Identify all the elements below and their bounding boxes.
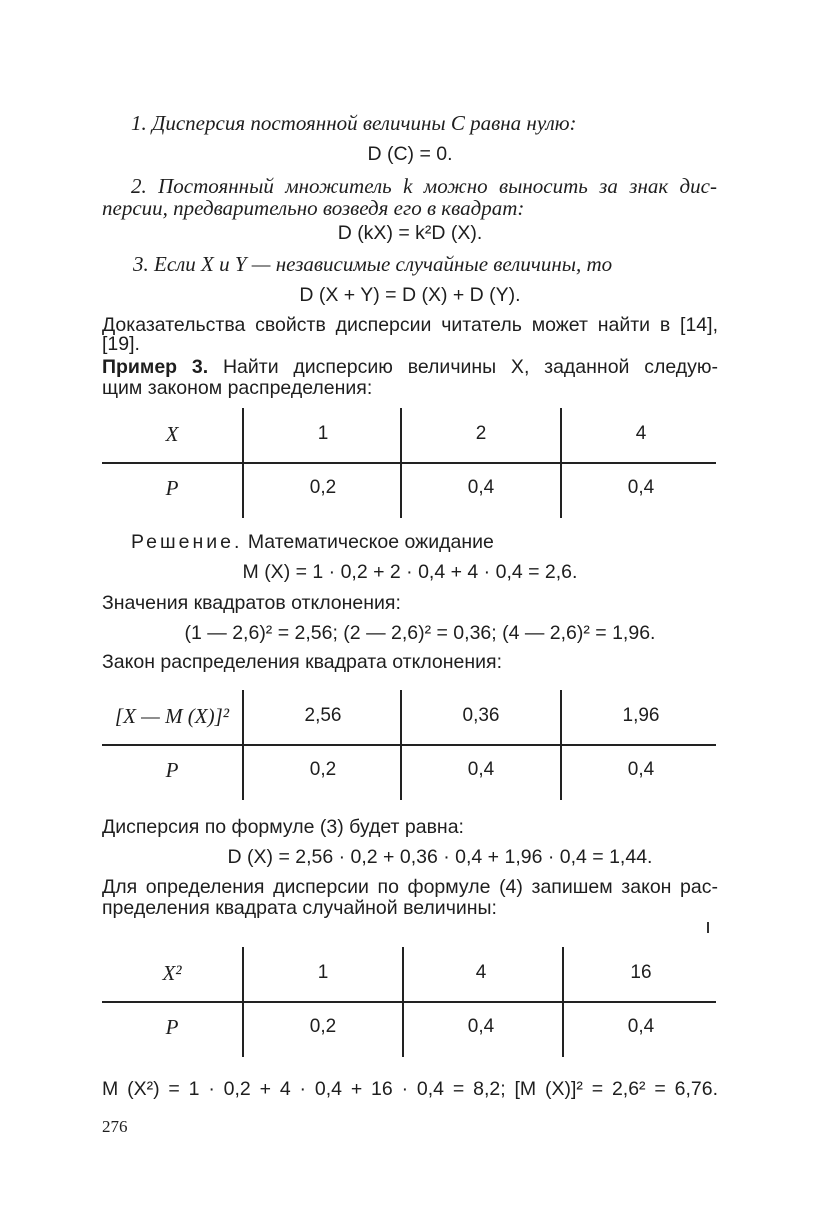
solution-text: Математическое ожидание	[247, 531, 494, 553]
formula-variance: D (X) = 2,56 · 0,2 + 0,36 · 0,4 + 1,96 · 0,4 = 1,44.	[227, 846, 653, 868]
solution-label: Решение.	[131, 531, 243, 553]
formula-expectation: M (X) = 1 · 0,2 + 2 · 0,4 + 4 · 0,4 = 2,6.	[242, 561, 578, 583]
variance-formula-3-text: Дисперсия по формуле (3) будет равна:	[102, 816, 464, 838]
table-cell: 0,2	[309, 477, 337, 498]
table-cell: 0,4	[627, 477, 655, 498]
print-speck	[707, 922, 709, 933]
variance-formula-4-line-1: Для определения дисперсии по формуле (4) запишем закон рас-	[102, 876, 718, 898]
table-header-cell: 0,36	[462, 705, 500, 726]
table-header-cell: 4	[635, 423, 647, 444]
property-2-line-1: 2. Постоянный множитель k можно выносить за знак дис-	[131, 174, 717, 198]
formula-final: M (X²) = 1 · 0,2 + 4 · 0,4 + 16 · 0,4 = 8,2; [M (X)]² = 2,6² = 6,76.	[102, 1078, 718, 1100]
formula-property-2: D (kX) = k²D (X).	[337, 222, 483, 244]
distribution-table-2	[102, 690, 716, 800]
distribution-table-3	[102, 947, 716, 1057]
page-number: 276	[102, 1117, 128, 1136]
proof-line-2: [19].	[102, 333, 140, 355]
property-1: 1. Дисперсия постоянной величины C равна нулю:	[131, 111, 577, 135]
table-header-cell: 16	[630, 962, 652, 983]
law-title: Закон распределения квадрата отклонения:	[102, 651, 503, 673]
deviations-title: Значения квадратов отклонения:	[102, 592, 401, 614]
formula-deviations: (1 — 2,6)² = 2,56; (2 — 2,6)² = 0,36; (4 — 2,6)² = 1,96.	[184, 622, 656, 644]
table-row-label: P	[165, 1015, 179, 1039]
example-text: Найти дисперсию величины X, заданной следую-	[222, 356, 719, 378]
table-cell: 0,4	[467, 477, 495, 498]
proof-line-1: Доказательства свойств дисперсии читатель может найти в [14],	[102, 314, 718, 336]
table-row-label: P	[165, 476, 179, 500]
table-header-cell: 2	[475, 423, 487, 444]
table-header-cell: 1	[317, 423, 329, 444]
table-cell: 0,2	[309, 759, 337, 780]
property-2-line-2: персии, предварительно возведя его в квадрат:	[102, 196, 525, 220]
table-cell: 0,4	[627, 1016, 655, 1037]
table-cell: 0,4	[627, 759, 655, 780]
table-header-label: X	[165, 422, 179, 446]
table-header-label: X²	[162, 961, 182, 985]
table-cell: 0,4	[467, 1016, 495, 1037]
example-label: Пример 3.	[102, 356, 209, 378]
example-line-2: щим законом распределения:	[102, 377, 373, 399]
formula-property-1: D (C) = 0.	[367, 143, 453, 165]
table-divider	[102, 1001, 716, 1003]
formula-property-3: D (X + Y) = D (X) + D (Y).	[299, 284, 521, 306]
solution-line	[131, 530, 691, 554]
table-row-label: P	[165, 758, 179, 782]
variance-formula-4-line-2: пределения квадрата случайной величины:	[102, 897, 497, 919]
property-3: 3. Если X и Y — независимые случайные величины, то	[133, 252, 613, 276]
table-header-label: [X — M (X)]²	[114, 704, 230, 728]
table-header-cell: 1	[317, 962, 329, 983]
table-header-cell: 2,56	[304, 705, 342, 726]
table-divider	[102, 462, 716, 464]
table-header-cell: 4	[475, 962, 487, 983]
table-cell: 0,4	[467, 759, 495, 780]
table-header-cell: 1,96	[622, 705, 660, 726]
distribution-table-1	[102, 408, 716, 518]
table-divider	[102, 744, 716, 746]
table-cell: 0,2	[309, 1016, 337, 1037]
